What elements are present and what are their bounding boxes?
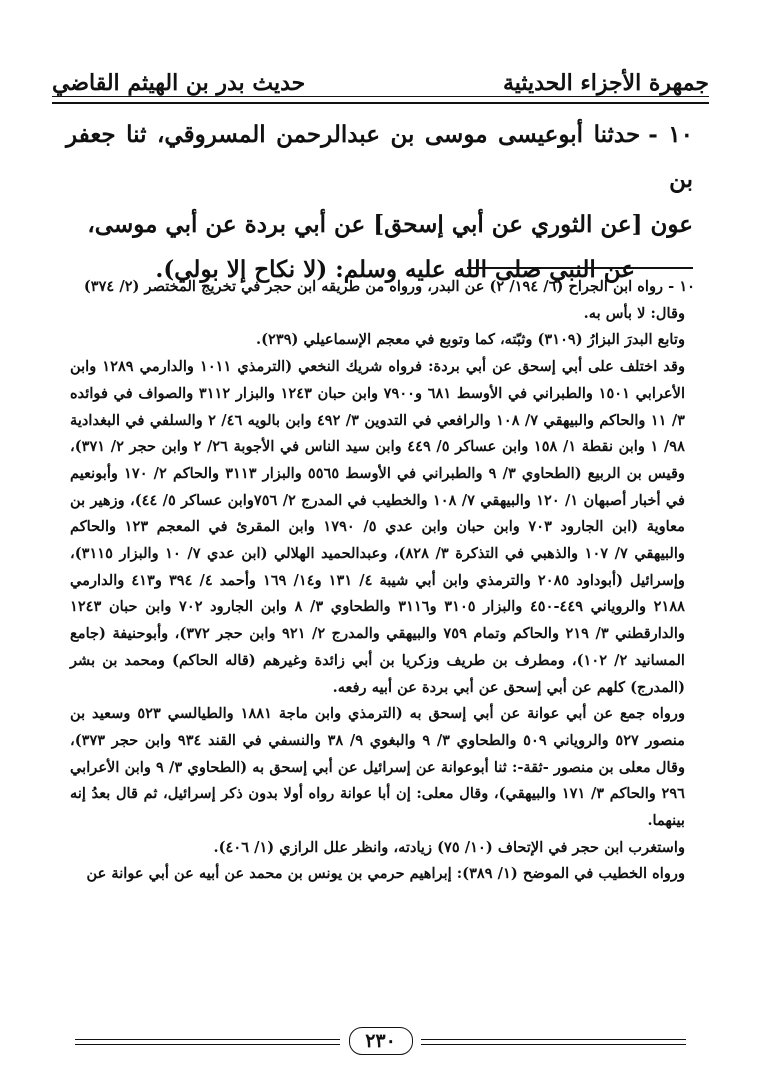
page-footer bbox=[75, 1027, 686, 1067]
hadith-line-1-text: حدثنا أبوعيسى موسى بن عبدالرحمن المسروقي، ثنا جعفر بن bbox=[66, 121, 693, 193]
running-header bbox=[52, 64, 709, 104]
header-rule bbox=[52, 96, 709, 104]
footnote-paragraph: وتابع البدرَ البزارُ (٣١٠٩) وثبّته، كما وتوبع في معجم الإسماعيلي (٢٣٩). bbox=[256, 331, 685, 349]
footnotes bbox=[70, 274, 695, 888]
hadith-line-1 bbox=[66, 112, 693, 202]
part-title: حديث بدر بن الهيثم القاضي bbox=[52, 70, 306, 96]
footnote-paragraph: وقد اختلف على أبي إسحق عن أبي بردة: فرواه شريك النخعي (الترمذي ١٠١١ والدارمي ١٢٨٩ وابن الأعرابي ١٥٠١ والطبراني في الأوسط ٦٨١ و٧٩٠٠ وابن حبان ١٢٤٣ والبزار ٣١١٢ والصواف في فوائده ٣/ ١١ والحاكم والبيهقي ٧/ ١٠٨ والرافعي في التدوين ٣/ ٤٩٢ وابن بالويه ٤٦/ ٢ والسلفي في البغدادية ٩٨/ ١ وابن نقطة ١/ ١٥٨ وابن عساكر ٥/ ٤٤٩ وابن سيد الناس في الأجوبة ٢٦/ ٢ وابن حجر ٢/ ٣٧١)، وقيس بن الربيع (الطحاوي ٣/ ٩ والطبراني في الأوسط ٥٥٦٥ والبزار ٣١١٣ والحاكم ٢/ ١٧٠ وأبونعيم في أخبار أصبهان ١/ ١٢٠ والبيهقي ٧/ ١٠٨ والخطيب في المدرج ٢/ ٧٥٦وابن عساكر ٥/ ٤٤)، وزهير بن معاوية (ابن الجارود ٧٠٣ وابن حبان وابن عدي ٥/ ١٧٩٠ وابن المقرئ في المعجم ١٢٣ والحاكم والبيهقي ٧/ ١٠٧ والذهبي في التذكرة ٣/ ٨٢٨)، وعبدالحميد الهلالي (ابن عدي ٧/ ١٠ والبزار ٣١١٥)، وإسرائيل (أبوداود ٢٠٨٥ والترمذي وابن أبي شيبة ٤/ ١٣١ و١٤/ ١٦٩ وأحمد ٤/ ٣٩٤ و٤١٣ والدارمي ٢١٨٨ والروياني ٤٤٩-٤٥٠ والبزار ٣١٠٥ و٣١١٦ والطحاوي ٣/ ٨ وابن الجارود ٧٠٢ وابن حبان ١٢٤٣ والدارقطني ٣/ ٢١٩ والحاكم وتمام ٧٥٩ والبيهقي والمدرج ٢/ ٩٢١ وابن حجر ٣٧٢)، وأبوحنيفة (جامع المسانيد ٢/ ١٠٢)، ومطرف بن طريف وزكريا بن أبي زائدة وغيرهم (قاله الحاكم) ومحمد بن بشر (المدرج) كلهم عن أبي إسحق عن أبي بردة عن أبيه رفعه. bbox=[70, 358, 686, 696]
hadith-number: ١٠ - bbox=[648, 121, 693, 148]
footnote-paragraph: واستغرب ابن حجر في الإتحاف (١٠/ ٧٥) زيادته، وانظر علل الرازي (١/ ٤٠٦). bbox=[213, 838, 685, 856]
footer-rule-right bbox=[421, 1039, 686, 1045]
footnote-paragraph: ١٠ - رواه ابن الجراح (٦/ ١٩٤/ ٢) عن البدر، ورواه من طريقه ابن حجر في تخريج المختصر (٢/ ٣٧٤) bbox=[83, 278, 695, 295]
page-number: ٢٣٠ bbox=[349, 1027, 413, 1055]
footer-rule-left bbox=[75, 1039, 340, 1045]
footnote-paragraph: ورواه جمع عن أبي عوانة عن أبي إسحق به (الترمذي وابن ماجة ١٨٨١ والطيالسي ٥٢٣ وسعيد بن منصور ٥٢٧ والروياني ٥٠٩ والطحاوي ٣/ ٩ والبغوي ٩/ ٣٨ والنسفي في القند ٩٣٤ وابن حجر ٣٧٣)، وقال معلى بن منصور -ثقة-: ثنا أبوعوانة عن إسرائيل عن أبي إسحق به (الطحاوي ٣/ ٩ وابن الأعرابي ٢٩٦ والحاكم ٣/ ١٧١ والبيهقي)، وقال معلى: إن أبا عوانة رواه أولا بدون ذكر إسرائيل، ثم قال بعدُ إنه بينهما. bbox=[70, 705, 685, 830]
hadith-line-2: عون [عن الثوري عن أبي إسحق] عن أبي بردة عن أبي موسى، bbox=[87, 211, 693, 238]
hadith-text bbox=[66, 112, 693, 292]
footnote-paragraph: ورواه الخطيب في الموضح (١/ ٣٨٩): إبراهيم حرمي بن يونس بن محمد عن أبيه عن أبي عوانة عن bbox=[86, 865, 685, 883]
book-title: جمهرة الأجزاء الحديثية bbox=[502, 70, 709, 96]
hadith-line-3: عن النبي صلى الله عليه وسلم: (لا نكاح إلا بولي). bbox=[155, 256, 635, 283]
footnote-separator bbox=[467, 267, 693, 269]
footnote-paragraph: وقال: لا بأس به. bbox=[583, 304, 685, 322]
